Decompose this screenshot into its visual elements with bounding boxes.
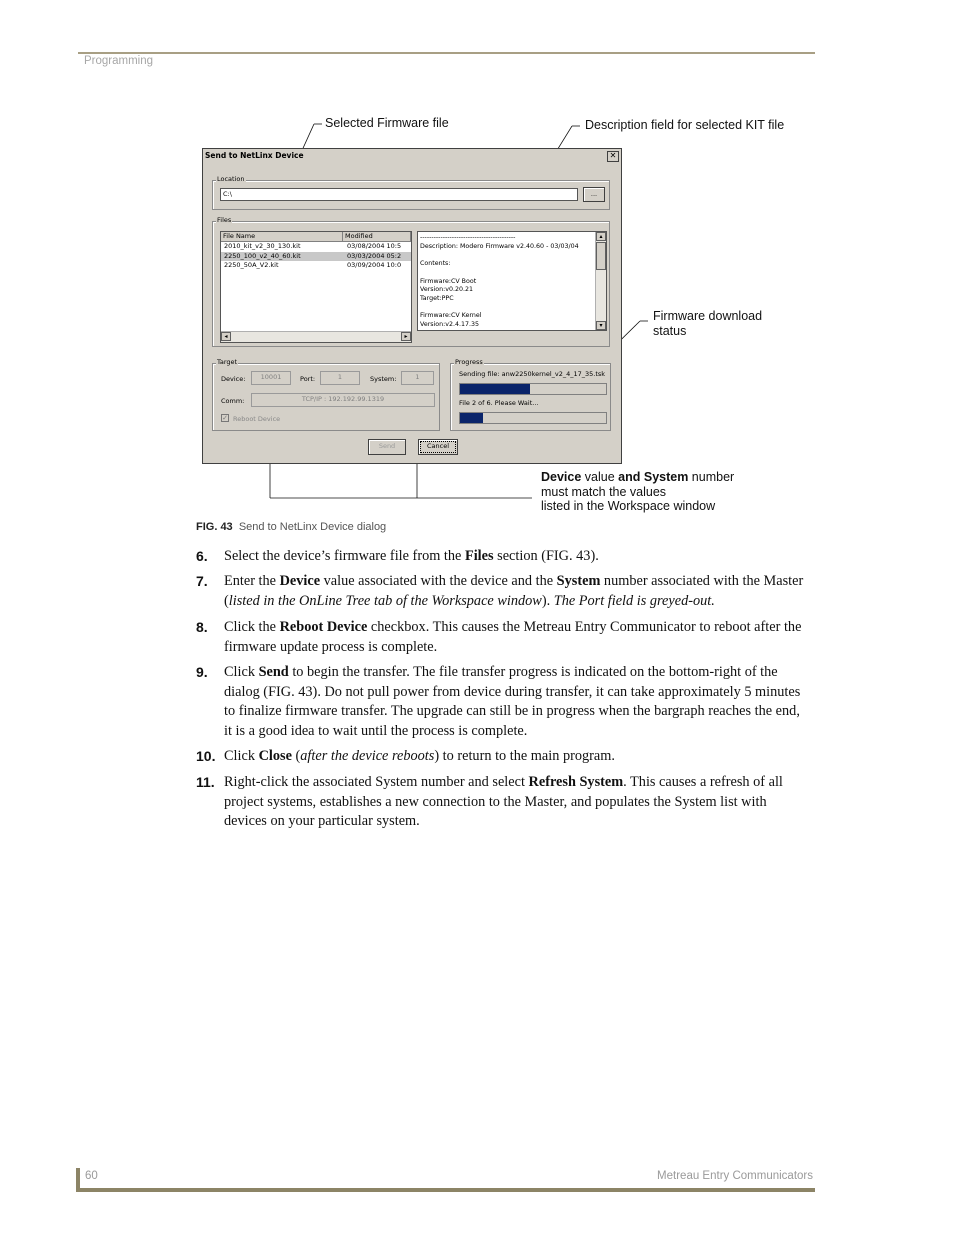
device-field[interactable]: 10001 bbox=[251, 371, 291, 385]
step-item bbox=[196, 747, 808, 767]
table-row[interactable] bbox=[221, 242, 411, 252]
step-text-run: Click the bbox=[224, 619, 280, 635]
reboot-device-checkbox[interactable]: ✓ bbox=[222, 414, 228, 422]
file-rows bbox=[221, 242, 411, 271]
close-icon[interactable]: ✕ bbox=[607, 151, 619, 162]
description-line bbox=[420, 269, 579, 278]
system-label: System: bbox=[370, 375, 397, 383]
step-text-run: Enter the bbox=[224, 573, 280, 589]
step-text-run: ( bbox=[291, 748, 301, 764]
file-modified: 03/09/2004 10:0 bbox=[347, 261, 402, 269]
step-item bbox=[196, 618, 808, 657]
callout-description-field: Description field for selected KIT file bbox=[585, 118, 785, 132]
description-line: ------------------------------------------ bbox=[420, 234, 516, 241]
progress-status-text: Sending file: anw2250kernel_v2_4_17_35.tsk bbox=[459, 370, 606, 378]
callout-text: value bbox=[581, 470, 619, 484]
step-text-run: number associated with the Master ( bbox=[224, 573, 804, 609]
browse-button[interactable]: ... bbox=[583, 187, 605, 202]
vertical-scrollbar[interactable] bbox=[595, 232, 606, 330]
step-text bbox=[224, 547, 808, 567]
callout-line: listed in the Workspace window bbox=[541, 499, 716, 513]
description-line: Firmware:CV Kernel bbox=[420, 312, 482, 320]
callout-bold: and System bbox=[618, 470, 689, 484]
step-text-run: ) to return to the main program. bbox=[434, 748, 615, 764]
step-item bbox=[196, 773, 808, 832]
description-line: Version:v0.20.21 bbox=[420, 286, 474, 294]
file-name: 2250_100_v2_40_60.kit bbox=[224, 251, 301, 260]
step-text-run: Select the device’s firmware file from the bbox=[224, 548, 465, 564]
step-number: 10. bbox=[196, 748, 216, 764]
send-button[interactable]: Send bbox=[368, 439, 406, 455]
device-label: Device: bbox=[221, 375, 246, 383]
description-line: Description: Modero Firmware v2.40.60 - 03/03/04 bbox=[420, 242, 579, 250]
step-text-run: Device bbox=[279, 573, 321, 589]
figure-label: FIG. 43 bbox=[196, 521, 233, 533]
step-number: 6. bbox=[196, 548, 208, 564]
scroll-right-icon[interactable]: ▸ bbox=[401, 332, 411, 341]
file-name: 2010_kit_v2_30_130.kit bbox=[224, 242, 301, 250]
footer-rule bbox=[76, 1188, 815, 1192]
callout-selected-firmware-file: Selected Firmware file bbox=[325, 116, 449, 130]
step-text-run: . This causes a refresh of all project systems, establishes a new connection to the Master, and populates the System list with devices on your particular system. bbox=[224, 774, 783, 829]
scroll-thumb[interactable] bbox=[596, 242, 606, 270]
column-header-filename[interactable]: File Name bbox=[221, 232, 343, 242]
step-text bbox=[224, 663, 808, 741]
send-to-netlinx-dialog bbox=[202, 148, 622, 464]
step-text-run: ). bbox=[541, 592, 554, 609]
callout-device-system-match bbox=[541, 470, 734, 514]
figure-caption bbox=[196, 521, 386, 533]
dialog-title: Send to NetLinx Device bbox=[203, 149, 621, 163]
step-number: 9. bbox=[196, 664, 208, 680]
footer-title: Metreau Entry Communicators bbox=[657, 1170, 813, 1182]
callout-firmware-download-status bbox=[653, 309, 762, 338]
port-field: 1 bbox=[320, 371, 360, 385]
step-text-run: Reboot Device bbox=[279, 619, 368, 635]
step-text-run: Send bbox=[258, 664, 289, 680]
description-line: Contents: bbox=[420, 260, 451, 268]
step-text-run: Close bbox=[258, 748, 292, 764]
comm-label: Comm: bbox=[221, 397, 245, 405]
step-item bbox=[196, 572, 808, 611]
scroll-down-icon[interactable]: ▾ bbox=[596, 321, 606, 330]
file-progress-bar bbox=[459, 383, 607, 395]
location-label: Location bbox=[217, 175, 245, 183]
comm-field: TCP/IP : 192.192.99.1319 bbox=[251, 393, 435, 407]
table-row[interactable] bbox=[221, 252, 411, 262]
system-field[interactable]: 1 bbox=[401, 371, 434, 385]
files-label: Files bbox=[217, 216, 232, 224]
step-item bbox=[196, 547, 808, 567]
port-label: Port: bbox=[300, 375, 316, 383]
step-text-run: Click bbox=[224, 664, 259, 680]
table-row[interactable] bbox=[221, 261, 411, 271]
description-line: Firmware:CV Boot bbox=[420, 277, 477, 285]
step-number: 8. bbox=[196, 619, 208, 635]
column-header-modified[interactable]: Modified bbox=[343, 232, 411, 242]
file-modified: 03/08/2004 10:5 bbox=[347, 242, 402, 250]
step-text-run: Right-click the associated System number and select bbox=[224, 774, 529, 790]
step-text bbox=[224, 747, 808, 767]
step-text-run: listed in the OnLine Tree tab of the Workspace window bbox=[228, 592, 542, 609]
file-name: 2250_50A_V2.kit bbox=[224, 261, 279, 269]
file-modified: 03/03/2004 05:2 bbox=[347, 251, 402, 260]
step-text-run: checkbox. This causes the Metreau Entry Communicator to reboot after the firmware update process is complete. bbox=[224, 619, 802, 655]
description-line: Target:PPC bbox=[420, 294, 454, 302]
step-number: 11. bbox=[196, 774, 215, 790]
overall-progress-bar bbox=[459, 412, 607, 424]
target-label: Target bbox=[217, 358, 238, 366]
horizontal-scrollbar[interactable] bbox=[221, 331, 411, 342]
step-text bbox=[224, 773, 808, 832]
step-number: 7. bbox=[196, 573, 208, 589]
callout-text: number bbox=[688, 470, 735, 484]
file-progress-fill bbox=[460, 384, 530, 394]
scroll-up-icon[interactable]: ▴ bbox=[596, 232, 606, 241]
step-text bbox=[224, 572, 808, 611]
step-text bbox=[224, 618, 808, 657]
description-line bbox=[420, 304, 579, 313]
step-text-run: System bbox=[556, 573, 601, 589]
reboot-device-label: Reboot Device bbox=[233, 415, 281, 423]
cancel-button[interactable]: Cancel bbox=[418, 439, 458, 455]
callout-line: status bbox=[653, 323, 687, 338]
progress-label: Progress bbox=[455, 358, 483, 366]
step-item bbox=[196, 663, 808, 741]
page-number: 60 bbox=[85, 1170, 98, 1182]
step-text-run: The Port field is greyed-out. bbox=[553, 592, 715, 609]
location-input[interactable]: C:\ bbox=[220, 188, 578, 201]
scroll-left-icon[interactable]: ◂ bbox=[221, 332, 231, 341]
callout-line: Firmware download bbox=[653, 309, 763, 323]
description-text bbox=[420, 234, 579, 330]
header-section-title: Programming bbox=[84, 55, 154, 67]
overall-progress-fill bbox=[460, 413, 483, 423]
callout-line: must match the values bbox=[541, 484, 667, 499]
description-line bbox=[420, 251, 579, 260]
file-list[interactable] bbox=[220, 231, 412, 343]
figure-caption-text: Send to NetLinx Device dialog bbox=[238, 521, 387, 533]
step-text-run: Refresh System bbox=[528, 774, 624, 790]
step-text-run: Files bbox=[464, 548, 494, 564]
progress-files-text: File 2 of 6. Please Wait... bbox=[459, 399, 539, 407]
callout-bold: Device bbox=[541, 470, 582, 484]
description-line: Version:v2.4.17.35 bbox=[420, 321, 480, 329]
step-text-run: to begin the transfer. The file transfer progress is indicated on the bottom-right of the dialog (FIG. 43). Do not pull power from device during transfer, it can take approximately 5 minutes to finalize firmware transfer. The upgrade can still be in progress when the bargraph reaches the end, it is a good idea to wait until the process is complete. bbox=[224, 664, 801, 739]
callout-line bbox=[541, 470, 734, 485]
step-text-run: after the device reboots bbox=[300, 748, 435, 764]
step-text-run: section (FIG. 43). bbox=[493, 548, 599, 564]
step-text-run: Click bbox=[224, 748, 259, 764]
description-field bbox=[417, 231, 607, 331]
step-text-run: value associated with the device and the bbox=[320, 573, 557, 589]
